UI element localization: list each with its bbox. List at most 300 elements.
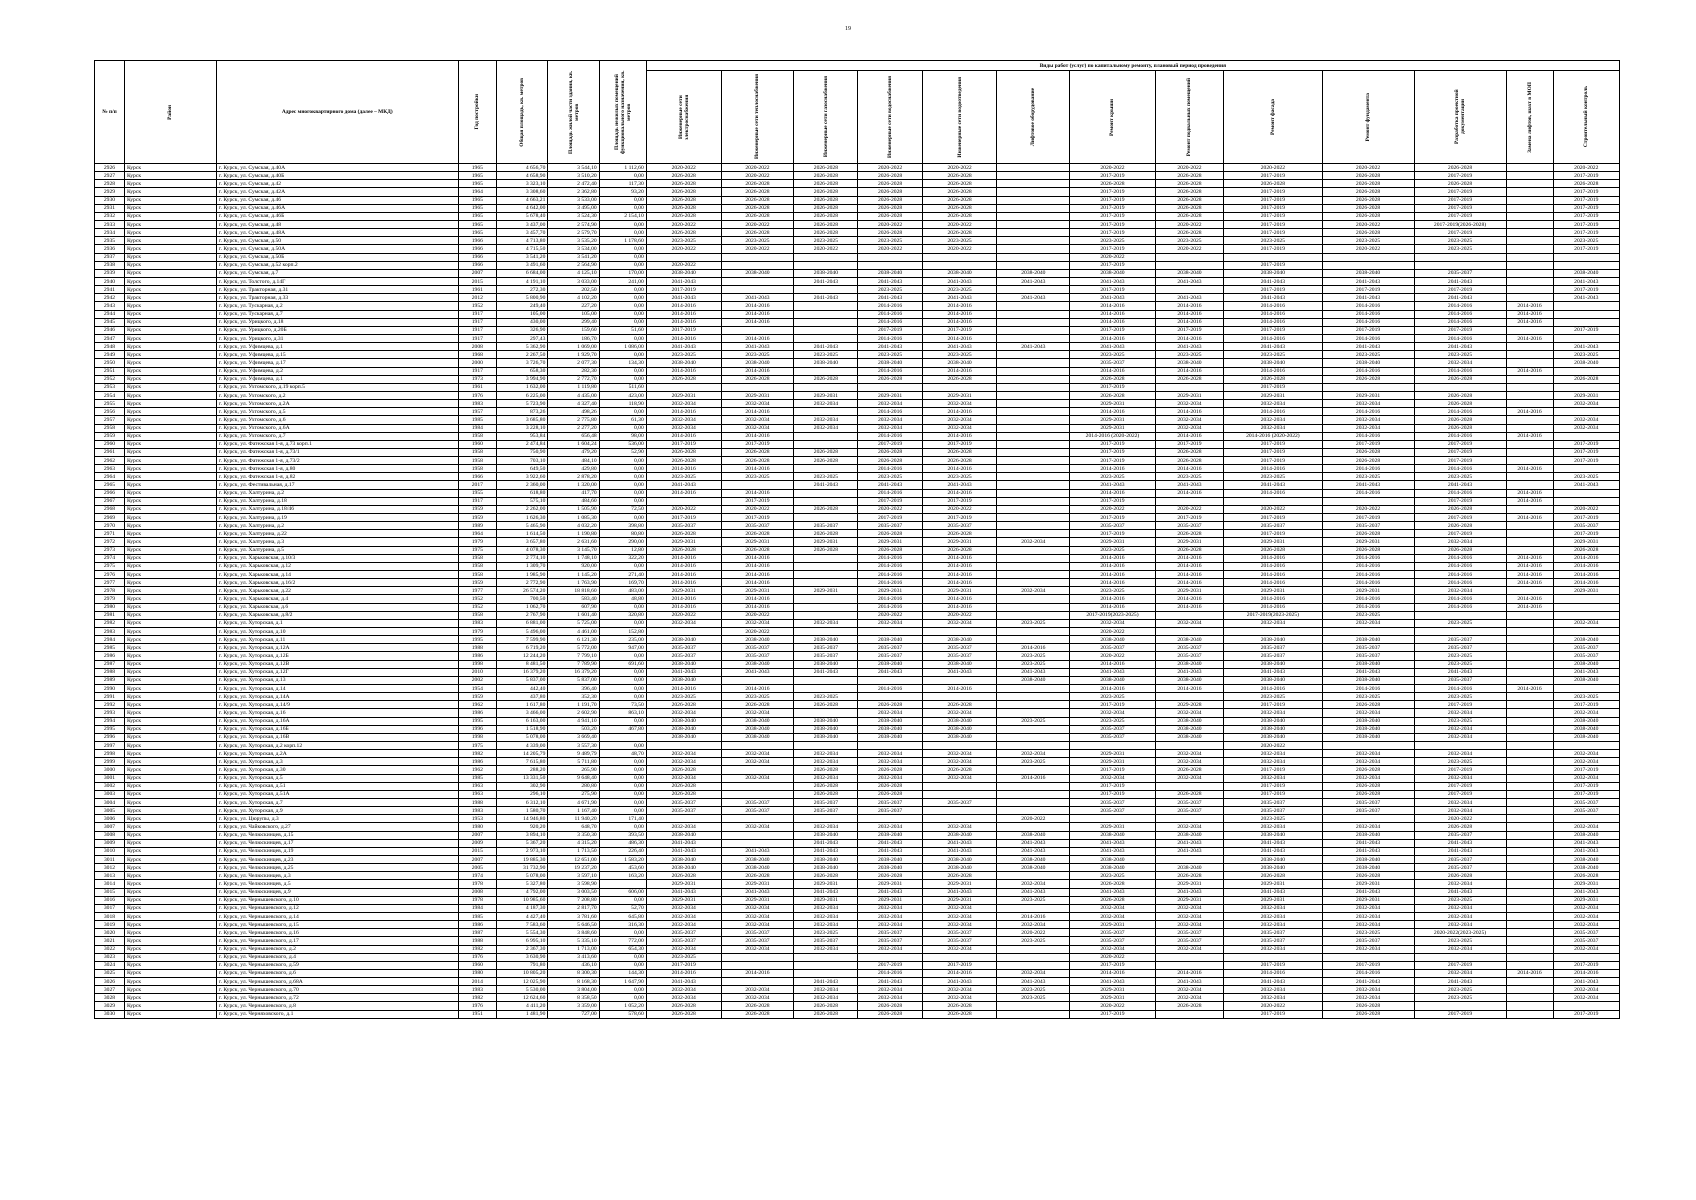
row-nonres-area: 0,00 [599, 408, 646, 416]
row-work-period: 2014-2016 [1506, 685, 1553, 693]
row-work-period [1506, 530, 1553, 538]
row-work-period [1506, 294, 1553, 302]
row-work-period [1506, 1010, 1553, 1018]
row-work-period: 2014-2016 [1506, 489, 1553, 497]
row-work-period: 2014-2016 [1224, 595, 1322, 603]
row-district: Курск [124, 334, 216, 342]
row-year: 1958 [458, 457, 496, 465]
row-work-period: 2029-2031 [1553, 896, 1619, 904]
row-number: 3024 [95, 961, 125, 969]
row-total-area: 5 362,90 [497, 343, 548, 351]
row-nonres-area: 0,00 [599, 172, 646, 180]
row-work-period: 2017-2019 [922, 514, 997, 522]
row-work-period: 2023-2025 [1322, 929, 1414, 937]
row-nonres-area: 1 052,20 [599, 1002, 646, 1010]
row-work-period [997, 424, 1070, 432]
row-living-area: 2 362,80 [548, 188, 599, 196]
row-number: 2983 [95, 628, 125, 636]
row-living-area: 2 631,60 [548, 538, 599, 546]
row-year: 2007 [458, 831, 496, 839]
row-work-period: 2017-2019 [721, 440, 794, 448]
row-work-period: 2035-2037 [794, 522, 858, 530]
row-address: г. Курск, ул. Чернышевского, д.17 [216, 937, 458, 945]
row-work-period [1506, 628, 1553, 636]
row-work-period: 2032-2034 [1070, 774, 1156, 782]
row-work-period: 2038-2040 [922, 717, 997, 725]
row-number: 2994 [95, 717, 125, 725]
row-district: Курск [124, 904, 216, 912]
row-work-period [1506, 855, 1553, 863]
row-district: Курск [124, 522, 216, 530]
row-work-period [794, 261, 858, 269]
row-living-area: 202,50 [548, 286, 599, 294]
row-work-period [1506, 847, 1553, 855]
row-work-period: 2026-2028 [922, 1010, 997, 1018]
table-row [95, 961, 1620, 969]
row-work-period: 2035-2037 [922, 652, 997, 660]
row-work-period: 2026-2028 [646, 172, 721, 180]
row-work-period [1506, 888, 1553, 896]
row-living-area: 12 651,00 [548, 855, 599, 863]
row-work-period: 2041-2043 [646, 978, 721, 986]
row-year: 1958 [458, 448, 496, 456]
row-work-period: 2026-2028 [794, 1002, 858, 1010]
row-living-area: 280,80 [548, 782, 599, 790]
row-work-period [997, 522, 1070, 530]
row-work-period [721, 277, 794, 285]
row-living-area: 3 003,50 [548, 888, 599, 896]
row-living-area: 583,40 [548, 595, 599, 603]
row-work-period: 2014-2016 [1506, 514, 1553, 522]
row-address: г. Курск, ул. Ухтомского, д.6 [216, 416, 458, 424]
row-address: г. Курск, ул. Ухтомского, д.2 [216, 391, 458, 399]
row-nonres-area: 0,00 [599, 375, 646, 383]
row-address: г. Курск, ул. Сумская, д.42 [216, 180, 458, 188]
row-living-area: 8 300,30 [548, 969, 599, 977]
row-work-period: 2017-2019 [1224, 212, 1322, 220]
row-number: 3021 [95, 937, 125, 945]
row-work-period: 2029-2031 [721, 538, 794, 546]
row-living-area: 6 121,30 [548, 636, 599, 644]
row-nonres-area: 467,80 [599, 725, 646, 733]
row-work-period: 2014-2016 [1155, 603, 1223, 611]
row-work-period: 2035-2037 [1322, 522, 1414, 530]
row-work-period: 2014-2016 [1414, 595, 1506, 603]
row-work-period: 2029-2031 [858, 391, 922, 399]
row-nonres-area: 134,30 [599, 359, 646, 367]
row-district: Курск [124, 978, 216, 986]
row-number: 2928 [95, 180, 125, 188]
row-work-period: 2026-2028 [794, 701, 858, 709]
table-row [95, 579, 1620, 587]
row-living-area: 2 579,70 [548, 229, 599, 237]
row-work-period: 2041-2043 [1070, 888, 1156, 896]
row-work-period: 2038-2040 [1322, 636, 1414, 644]
row-work-period: 2023-2025 [1155, 473, 1223, 481]
row-work-period: 2032-2034 [1155, 758, 1223, 766]
row-work-period: 2026-2028 [721, 1010, 794, 1018]
row-work-period: 2014-2016 [1322, 969, 1414, 977]
row-year: 1988 [458, 798, 496, 806]
row-work-period: 2038-2040 [858, 717, 922, 725]
row-work-period: 2029-2031 [1070, 750, 1156, 758]
row-work-period: 2032-2034 [858, 823, 922, 831]
row-work-period [997, 286, 1070, 294]
row-total-area: 3 685,80 [497, 416, 548, 424]
row-work-period: 2038-2040 [1553, 636, 1619, 644]
row-number: 2968 [95, 505, 125, 513]
row-address: г. Курск, ул. Хуторская, д.2А [216, 750, 458, 758]
row-work-period [858, 953, 922, 961]
row-address: г. Курск, ул. Хуторская, д.12А [216, 644, 458, 652]
row-year: 2005 [458, 864, 496, 872]
row-nonres-area: 0,00 [599, 286, 646, 294]
row-number: 3030 [95, 1010, 125, 1018]
row-year: 1952 [458, 603, 496, 611]
row-work-period [1506, 326, 1553, 334]
row-work-period: 2017-2019 [1070, 261, 1156, 269]
row-living-area: 1 190,80 [548, 530, 599, 538]
row-work-period: 2014-2016 [1414, 302, 1506, 310]
row-work-period: 2023-2025 [1553, 473, 1619, 481]
row-address: г. Курск, ул. Урицкого, д.20Б [216, 326, 458, 334]
row-year: 1917 [458, 497, 496, 505]
row-work-period: 2026-2028 [1414, 823, 1506, 831]
row-address: г. Курск, ул. Хуторская, д.14А [216, 693, 458, 701]
row-nonres-area: 1 086,00 [599, 343, 646, 351]
row-work-period: 2041-2043 [1322, 343, 1414, 351]
row-work-period [721, 782, 794, 790]
row-work-period: 2026-2028 [1155, 457, 1223, 465]
row-total-area: 750,90 [497, 448, 548, 456]
row-work-period [1506, 660, 1553, 668]
row-living-area: 9 648,40 [548, 774, 599, 782]
row-work-period [997, 782, 1070, 790]
row-work-period [1506, 416, 1553, 424]
table-row [95, 701, 1620, 709]
row-nonres-area: 235,00 [599, 636, 646, 644]
row-work-period [997, 904, 1070, 912]
row-work-period: 2014-2016 [922, 318, 997, 326]
row-work-period: 2041-2043 [1070, 839, 1156, 847]
table-row [95, 839, 1620, 847]
row-total-area: 5 554,30 [497, 929, 548, 937]
row-year: 2008 [458, 343, 496, 351]
row-work-period: 2029-2031 [1322, 896, 1414, 904]
row-work-period: 2017-2019 [1414, 229, 1506, 237]
row-number: 2956 [95, 408, 125, 416]
row-work-period: 2041-2043 [1553, 839, 1619, 847]
row-work-period: 2035-2037 [721, 798, 794, 806]
row-living-area: 607,90 [548, 603, 599, 611]
row-nonres-area: 947,00 [599, 644, 646, 652]
row-work-period [1553, 815, 1619, 823]
row-work-period: 2032-2034 [1553, 424, 1619, 432]
row-work-period [1553, 1002, 1619, 1010]
row-work-period: 2023-2025 [1553, 351, 1619, 359]
row-work-period: 2014-2016 [721, 603, 794, 611]
row-work-period: 2014-2016 [1224, 334, 1322, 342]
row-work-period: 2017-2019 [1553, 766, 1619, 774]
row-work-period: 2023-2025 [1414, 896, 1506, 904]
row-year: 1988 [458, 644, 496, 652]
row-district: Курск [124, 253, 216, 261]
row-work-period: 2014-2016 [1322, 408, 1414, 416]
row-number: 2977 [95, 579, 125, 587]
row-living-area: 3 804,00 [548, 986, 599, 994]
row-total-area: 12 624,60 [497, 994, 548, 1002]
row-address: г. Курск, ул. Халтурина, д.2 [216, 522, 458, 530]
row-number: 2975 [95, 562, 125, 570]
row-nonres-area: 152,80 [599, 628, 646, 636]
row-work-period [997, 1010, 1070, 1018]
row-address: г. Курск, ул. Харьковская, д.10/3 [216, 554, 458, 562]
row-work-period: 2020-2022 [1070, 652, 1156, 660]
row-year: 2014 [458, 978, 496, 986]
row-work-period: 2035-2037 [1553, 937, 1619, 945]
row-work-period: 2026-2028 [858, 448, 922, 456]
row-work-period: 2014-2016 [1414, 685, 1506, 693]
row-work-period: 2041-2043 [1070, 277, 1156, 285]
row-address: г. Курск, ул. Уфимцева, д.1 [216, 343, 458, 351]
row-work-period [1506, 864, 1553, 872]
row-work-period [1506, 644, 1553, 652]
row-work-period: 2014-2016 [1224, 685, 1322, 693]
row-work-period: 2026-2028 [794, 188, 858, 196]
table-row [95, 929, 1620, 937]
row-work-period: 2032-2034 [922, 986, 997, 994]
row-work-period: 2014-2016 [1224, 465, 1322, 473]
row-work-period: 2017-2019 [1414, 1010, 1506, 1018]
row-work-period: 2041-2043 [922, 839, 997, 847]
row-district: Курск [124, 196, 216, 204]
row-work-period: 2017-2019 [1224, 245, 1322, 253]
row-work-period: 2029-2031 [922, 587, 997, 595]
table-row [95, 237, 1620, 245]
row-work-period: 2032-2034 [646, 424, 721, 432]
row-number: 2986 [95, 652, 125, 660]
row-address: г. Курск, ул. Сумская, д.40А [216, 164, 458, 172]
row-work-period [922, 383, 997, 391]
row-work-period: 2026-2028 [721, 530, 794, 538]
row-total-area: 12 244,20 [497, 652, 548, 660]
row-year: 1979 [458, 628, 496, 636]
row-district: Курск [124, 416, 216, 424]
row-work-period [1553, 685, 1619, 693]
row-number: 3022 [95, 945, 125, 953]
row-year: 2010 [458, 668, 496, 676]
row-work-period: 2017-2019 [1070, 701, 1156, 709]
row-work-period: 2029-2031 [1070, 758, 1156, 766]
row-total-area: 1 062,70 [497, 603, 548, 611]
row-number: 2992 [95, 701, 125, 709]
row-year: 1968 [458, 351, 496, 359]
row-work-period: 2017-2019 [858, 440, 922, 448]
row-work-period [1155, 815, 1223, 823]
row-work-period [997, 408, 1070, 416]
row-work-period: 2029-2031 [1070, 416, 1156, 424]
row-work-period [1553, 334, 1619, 342]
row-address: г. Курск, ул. Хуторская, д.51 [216, 782, 458, 790]
row-work-period: 2017-2019 [1070, 286, 1156, 294]
row-address: г. Курск, ул. Челюскинцев, д.5 [216, 880, 458, 888]
row-year: 2012 [458, 294, 496, 302]
row-work-period: 2017-2019 [1322, 440, 1414, 448]
row-nonres-area: 241,00 [599, 277, 646, 285]
row-year: 1980 [458, 823, 496, 831]
row-work-period: 2032-2034 [794, 416, 858, 424]
row-work-period: 2041-2043 [646, 277, 721, 285]
row-work-period [997, 261, 1070, 269]
row-number: 2944 [95, 310, 125, 318]
row-living-area: 2 472,40 [548, 180, 599, 188]
table-row [95, 774, 1620, 782]
row-work-period: 2035-2037 [646, 644, 721, 652]
row-address: г. Курск, ул. Фатежская 1-я, д.80 [216, 465, 458, 473]
row-work-period: 2032-2034 [1155, 750, 1223, 758]
row-living-area: 1 604,24 [548, 440, 599, 448]
row-work-period: 2020-2022 [646, 245, 721, 253]
row-work-period [1506, 725, 1553, 733]
table-row [95, 424, 1620, 432]
row-number: 2979 [95, 595, 125, 603]
row-living-area: 1 145,20 [548, 571, 599, 579]
row-district: Курск [124, 538, 216, 546]
row-work-period [1553, 408, 1619, 416]
row-work-period [1155, 497, 1223, 505]
row-work-period: 2026-2028 [1322, 530, 1414, 538]
row-work-period: 2017-2019 [1414, 497, 1506, 505]
row-work-period [997, 571, 1070, 579]
table-row [95, 994, 1620, 1002]
header-work-type: Инженерные сети газоснабжения [794, 71, 858, 164]
row-work-period: 2017-2019 [1224, 514, 1322, 522]
row-address: г. Курск, ул. Челюскинцев, д.17 [216, 839, 458, 847]
row-work-period: 2032-2034 [1322, 416, 1414, 424]
row-work-period: 2023-2025 [997, 619, 1070, 627]
row-living-area: 2 077,30 [548, 359, 599, 367]
row-living-area: 3 495,00 [548, 204, 599, 212]
row-work-period [997, 245, 1070, 253]
row-work-period: 2032-2034 [721, 750, 794, 758]
capital-repair-table [94, 60, 1620, 1019]
row-work-period [794, 554, 858, 562]
row-address: г. Курск, ул. Урицкого, д.31 [216, 334, 458, 342]
row-work-period: 2020-2022 [922, 245, 997, 253]
row-living-area: 656,48 [548, 432, 599, 440]
row-work-period: 2032-2034 [794, 424, 858, 432]
row-address: г. Курск, ул. Хуторская, д.13 [216, 676, 458, 684]
row-work-period: 2029-2031 [721, 896, 794, 904]
row-work-period: 2014-2016 [1322, 579, 1414, 587]
row-living-area: 436,10 [548, 961, 599, 969]
row-work-period: 2038-2040 [794, 359, 858, 367]
row-work-period: 2026-2028 [922, 204, 997, 212]
row-work-period: 2038-2040 [1224, 660, 1322, 668]
row-work-period: 2035-2037 [1224, 929, 1322, 937]
row-work-period: 2014-2016 [646, 554, 721, 562]
row-work-period: 2026-2028 [646, 229, 721, 237]
row-total-area: 8 481,50 [497, 660, 548, 668]
row-work-period: 2032-2034 [721, 994, 794, 1002]
row-work-period [997, 188, 1070, 196]
row-work-period [997, 489, 1070, 497]
row-work-period [646, 628, 721, 636]
row-work-period [1553, 253, 1619, 261]
row-total-area: 4 187,30 [497, 904, 548, 912]
row-work-period [922, 953, 997, 961]
row-total-area: 14 205,79 [497, 750, 548, 758]
row-work-period: 2014-2016 [922, 489, 997, 497]
row-work-period: 2023-2025 [1224, 351, 1322, 359]
row-number: 2931 [95, 204, 125, 212]
row-work-period: 2032-2034 [1322, 758, 1414, 766]
row-work-period: 2026-2028 [922, 375, 997, 383]
row-work-period: 2032-2034 [922, 400, 997, 408]
row-total-area: 430,00 [497, 318, 548, 326]
row-work-period [1506, 229, 1553, 237]
row-work-period: 2017-2019 [1553, 457, 1619, 465]
row-address: г. Курск, ул. Хуторская, д.16В [216, 733, 458, 741]
row-number: 3013 [95, 872, 125, 880]
row-work-period: 2041-2043 [1553, 847, 1619, 855]
row-work-period: 2038-2040 [1155, 359, 1223, 367]
row-work-period: 2014-2016 [1070, 603, 1156, 611]
table-row [95, 831, 1620, 839]
row-work-period: 2032-2034 [922, 416, 997, 424]
row-work-period: 2041-2043 [922, 481, 997, 489]
row-work-period: 2023-2025 [1224, 473, 1322, 481]
row-work-period: 2032-2034 [721, 904, 794, 912]
row-work-period: 2038-2040 [997, 831, 1070, 839]
row-nonres-area: 1 583,20 [599, 855, 646, 863]
row-work-period: 2026-2028 [1414, 375, 1506, 383]
row-work-period: 2038-2040 [1070, 676, 1156, 684]
row-work-period [794, 741, 858, 749]
row-work-period [1322, 261, 1414, 269]
row-work-period: 2035-2037 [922, 644, 997, 652]
table-row [95, 204, 1620, 212]
row-work-period: 2038-2040 [1224, 676, 1322, 684]
row-address: г. Курск, ул. Харьковская, д.22 [216, 587, 458, 595]
row-district: Курск [124, 359, 216, 367]
row-work-period: 2014-2016 [1414, 562, 1506, 570]
row-work-period [997, 945, 1070, 953]
row-year: 1959 [458, 693, 496, 701]
row-work-period: 2017-2019 [1224, 172, 1322, 180]
row-number: 2936 [95, 245, 125, 253]
row-work-period: 2017-2019 [1553, 530, 1619, 538]
row-total-area: 3 994,90 [497, 375, 548, 383]
row-work-period [794, 489, 858, 497]
row-work-period: 2020-2022(2023-2025) [1414, 929, 1506, 937]
row-work-period: 2014-2016 [922, 595, 997, 603]
row-work-period [1506, 945, 1553, 953]
row-work-period: 2035-2037 [794, 652, 858, 660]
row-work-period: 2038-2040 [1553, 831, 1619, 839]
row-work-period: 2026-2028 [1414, 522, 1506, 530]
row-address: г. Курск, ул. Чернышевского, д.72 [216, 994, 458, 1002]
row-nonres-area [599, 733, 646, 741]
row-total-area: 791,80 [497, 961, 548, 969]
row-work-period: 2035-2037 [646, 652, 721, 660]
row-work-period: 2032-2034 [1414, 538, 1506, 546]
row-work-period: 2038-2040 [646, 725, 721, 733]
row-nonres-area: 0,00 [599, 229, 646, 237]
row-number: 2942 [95, 294, 125, 302]
row-year: 1965 [458, 180, 496, 188]
row-work-period: 2035-2037 [1224, 522, 1322, 530]
